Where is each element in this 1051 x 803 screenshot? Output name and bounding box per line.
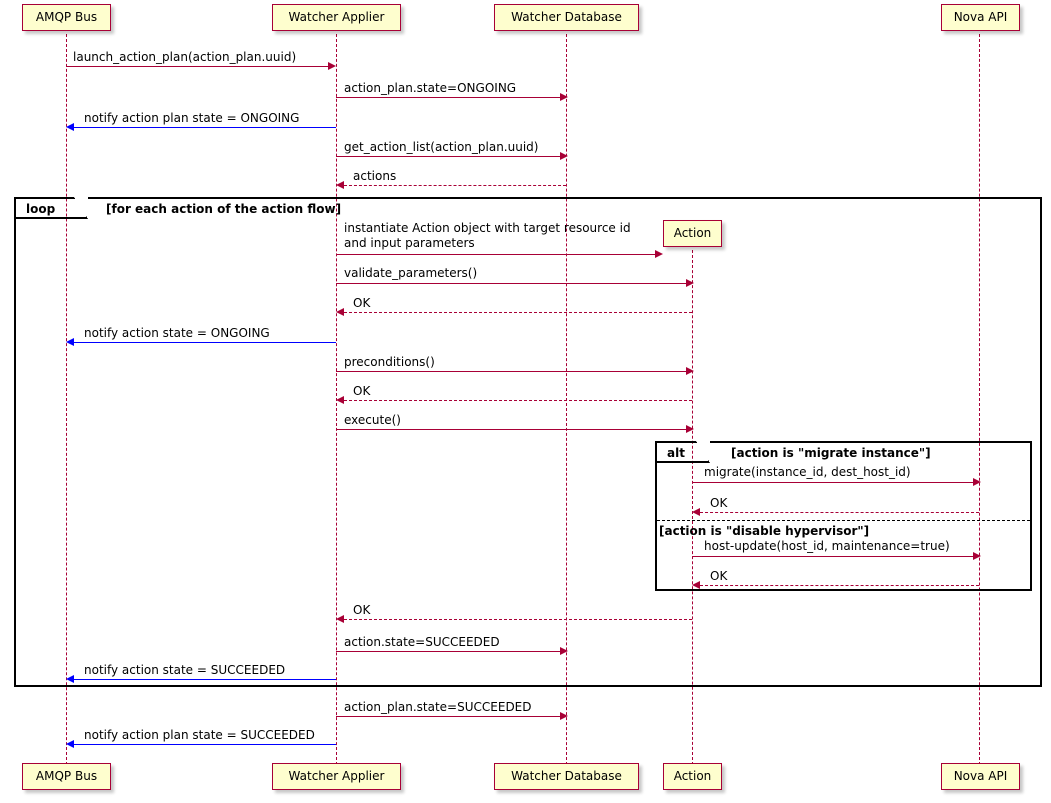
participant-label: Nova API [953, 10, 1008, 24]
participant-watcher-database-bottom[interactable] [494, 763, 639, 790]
arrowhead-left [692, 508, 700, 516]
message-arrow-action-state-succeeded [336, 651, 560, 652]
arrowhead-right [686, 367, 694, 375]
arrowhead-right [655, 250, 663, 258]
message-label-validate-parameters: validate_parameters() [344, 266, 478, 280]
message-label-ok-preconditions: OK [353, 384, 371, 398]
message-label-launch-action-plan: launch_action_plan(action_plan.uuid) [73, 50, 297, 64]
message-label-action-state-succeeded: action.state=SUCCEEDED [344, 635, 500, 649]
message-arrow-notify-plan-succeeded [74, 744, 336, 745]
message-label-instantiate-action-line2: and input parameters [344, 236, 475, 250]
arrowhead-left [692, 581, 700, 589]
loop-fragment-guard: [for each action of the action flow] [106, 202, 342, 216]
arrowhead-right [560, 712, 568, 720]
participant-label: Watcher Applier [288, 10, 385, 24]
arrowhead-left [66, 338, 74, 346]
alt-fragment-tab-notch [696, 441, 710, 463]
message-label-host-update: host-update(host_id, maintenance=true) [704, 539, 950, 553]
participant-label: AMQP Bus [35, 769, 98, 783]
message-arrow-ok-migrate [700, 512, 979, 513]
arrowhead-left [66, 123, 74, 131]
message-label-get-action-list: get_action_list(action_plan.uuid) [344, 140, 539, 154]
participant-label: Watcher Applier [288, 769, 385, 783]
arrowhead-left [66, 740, 74, 748]
arrowhead-left [336, 615, 344, 623]
participant-watcher-database-top[interactable] [494, 4, 639, 31]
message-arrow-launch-action-plan [66, 66, 328, 67]
participant-label: AMQP Bus [35, 10, 98, 24]
arrowhead-right [686, 279, 694, 287]
arrowhead-left [336, 308, 344, 316]
participant-nova-api-bottom[interactable] [941, 763, 1020, 790]
loop-fragment-tab-notch [74, 197, 88, 219]
message-label-ok-validate: OK [353, 296, 371, 310]
message-arrow-ok-preconditions [344, 400, 692, 401]
participant-watcher-applier-top[interactable] [272, 4, 401, 31]
message-arrow-notify-action-succeeded [74, 679, 336, 680]
arrowhead-right [973, 552, 981, 560]
message-arrow-instantiate-action [336, 254, 655, 255]
participant-label: Watcher Database [511, 10, 622, 24]
message-label-actions: actions [353, 169, 397, 183]
message-label-ok-migrate: OK [710, 496, 728, 510]
message-arrow-ok-host-update [700, 585, 979, 586]
message-arrow-actions [344, 185, 566, 186]
participant-action-bottom[interactable] [663, 763, 722, 790]
arrowhead-right [560, 647, 568, 655]
message-label-action-plan-state-succeeded: action_plan.state=SUCCEEDED [344, 700, 532, 714]
participant-amqp-bus-bottom[interactable] [22, 763, 111, 790]
participant-nova-api-top[interactable] [941, 4, 1020, 31]
message-arrow-preconditions [336, 371, 686, 372]
message-label-notify-action-succeeded: notify action state = SUCCEEDED [84, 663, 286, 677]
message-label-preconditions: preconditions() [344, 355, 435, 369]
alt-fragment-operator: alt [667, 446, 685, 460]
alt-fragment-guard-2: [action is "disable hypervisor"] [659, 524, 870, 538]
message-label-notify-plan-succeeded: notify action plan state = SUCCEEDED [84, 728, 315, 742]
arrowhead-right [560, 152, 568, 160]
message-arrow-get-action-list [336, 156, 560, 157]
message-arrow-ok-validate [344, 312, 692, 313]
message-arrow-ok-execute [344, 619, 692, 620]
message-arrow-action-plan-state-succeeded [336, 716, 560, 717]
arrowhead-left [66, 675, 74, 683]
arrowhead-right [686, 425, 694, 433]
participant-amqp-bus-top[interactable] [22, 4, 111, 31]
message-label-migrate: migrate(instance_id, dest_host_id) [704, 465, 911, 479]
participant-action-created[interactable] [663, 220, 722, 247]
message-arrow-validate-parameters [336, 283, 686, 284]
arrowhead-left [336, 396, 344, 404]
participant-watcher-applier-bottom[interactable] [272, 763, 401, 790]
message-label-action-plan-state-ongoing: action_plan.state=ONGOING [344, 81, 517, 95]
arrowhead-right [973, 478, 981, 486]
message-arrow-action-plan-state-ongoing [336, 97, 560, 98]
participant-label: Action [673, 226, 712, 240]
message-label-ok-execute: OK [353, 603, 371, 617]
arrowhead-left [336, 181, 344, 189]
message-label-instantiate-action-line1: instantiate Action object with target resource id [344, 221, 631, 235]
arrowhead-right [560, 93, 568, 101]
message-label-ok-host-update: OK [710, 569, 728, 583]
participant-label: Watcher Database [511, 769, 622, 783]
participant-label: Nova API [953, 769, 1008, 783]
message-arrow-execute [336, 429, 686, 430]
message-label-execute: execute() [344, 413, 401, 427]
alt-fragment-guard-1: [action is "migrate instance"] [731, 446, 931, 460]
message-label-notify-plan-ongoing: notify action plan state = ONGOING [84, 111, 300, 125]
alt-fragment-divider [657, 520, 1030, 521]
message-label-notify-action-ongoing: notify action state = ONGOING [84, 326, 270, 340]
message-arrow-notify-plan-ongoing [74, 127, 336, 128]
message-arrow-migrate [692, 482, 973, 483]
loop-fragment-operator: loop [26, 202, 56, 216]
participant-label: Action [673, 769, 712, 783]
message-arrow-notify-action-ongoing [74, 342, 336, 343]
arrowhead-right [328, 62, 336, 70]
message-arrow-host-update [692, 556, 973, 557]
